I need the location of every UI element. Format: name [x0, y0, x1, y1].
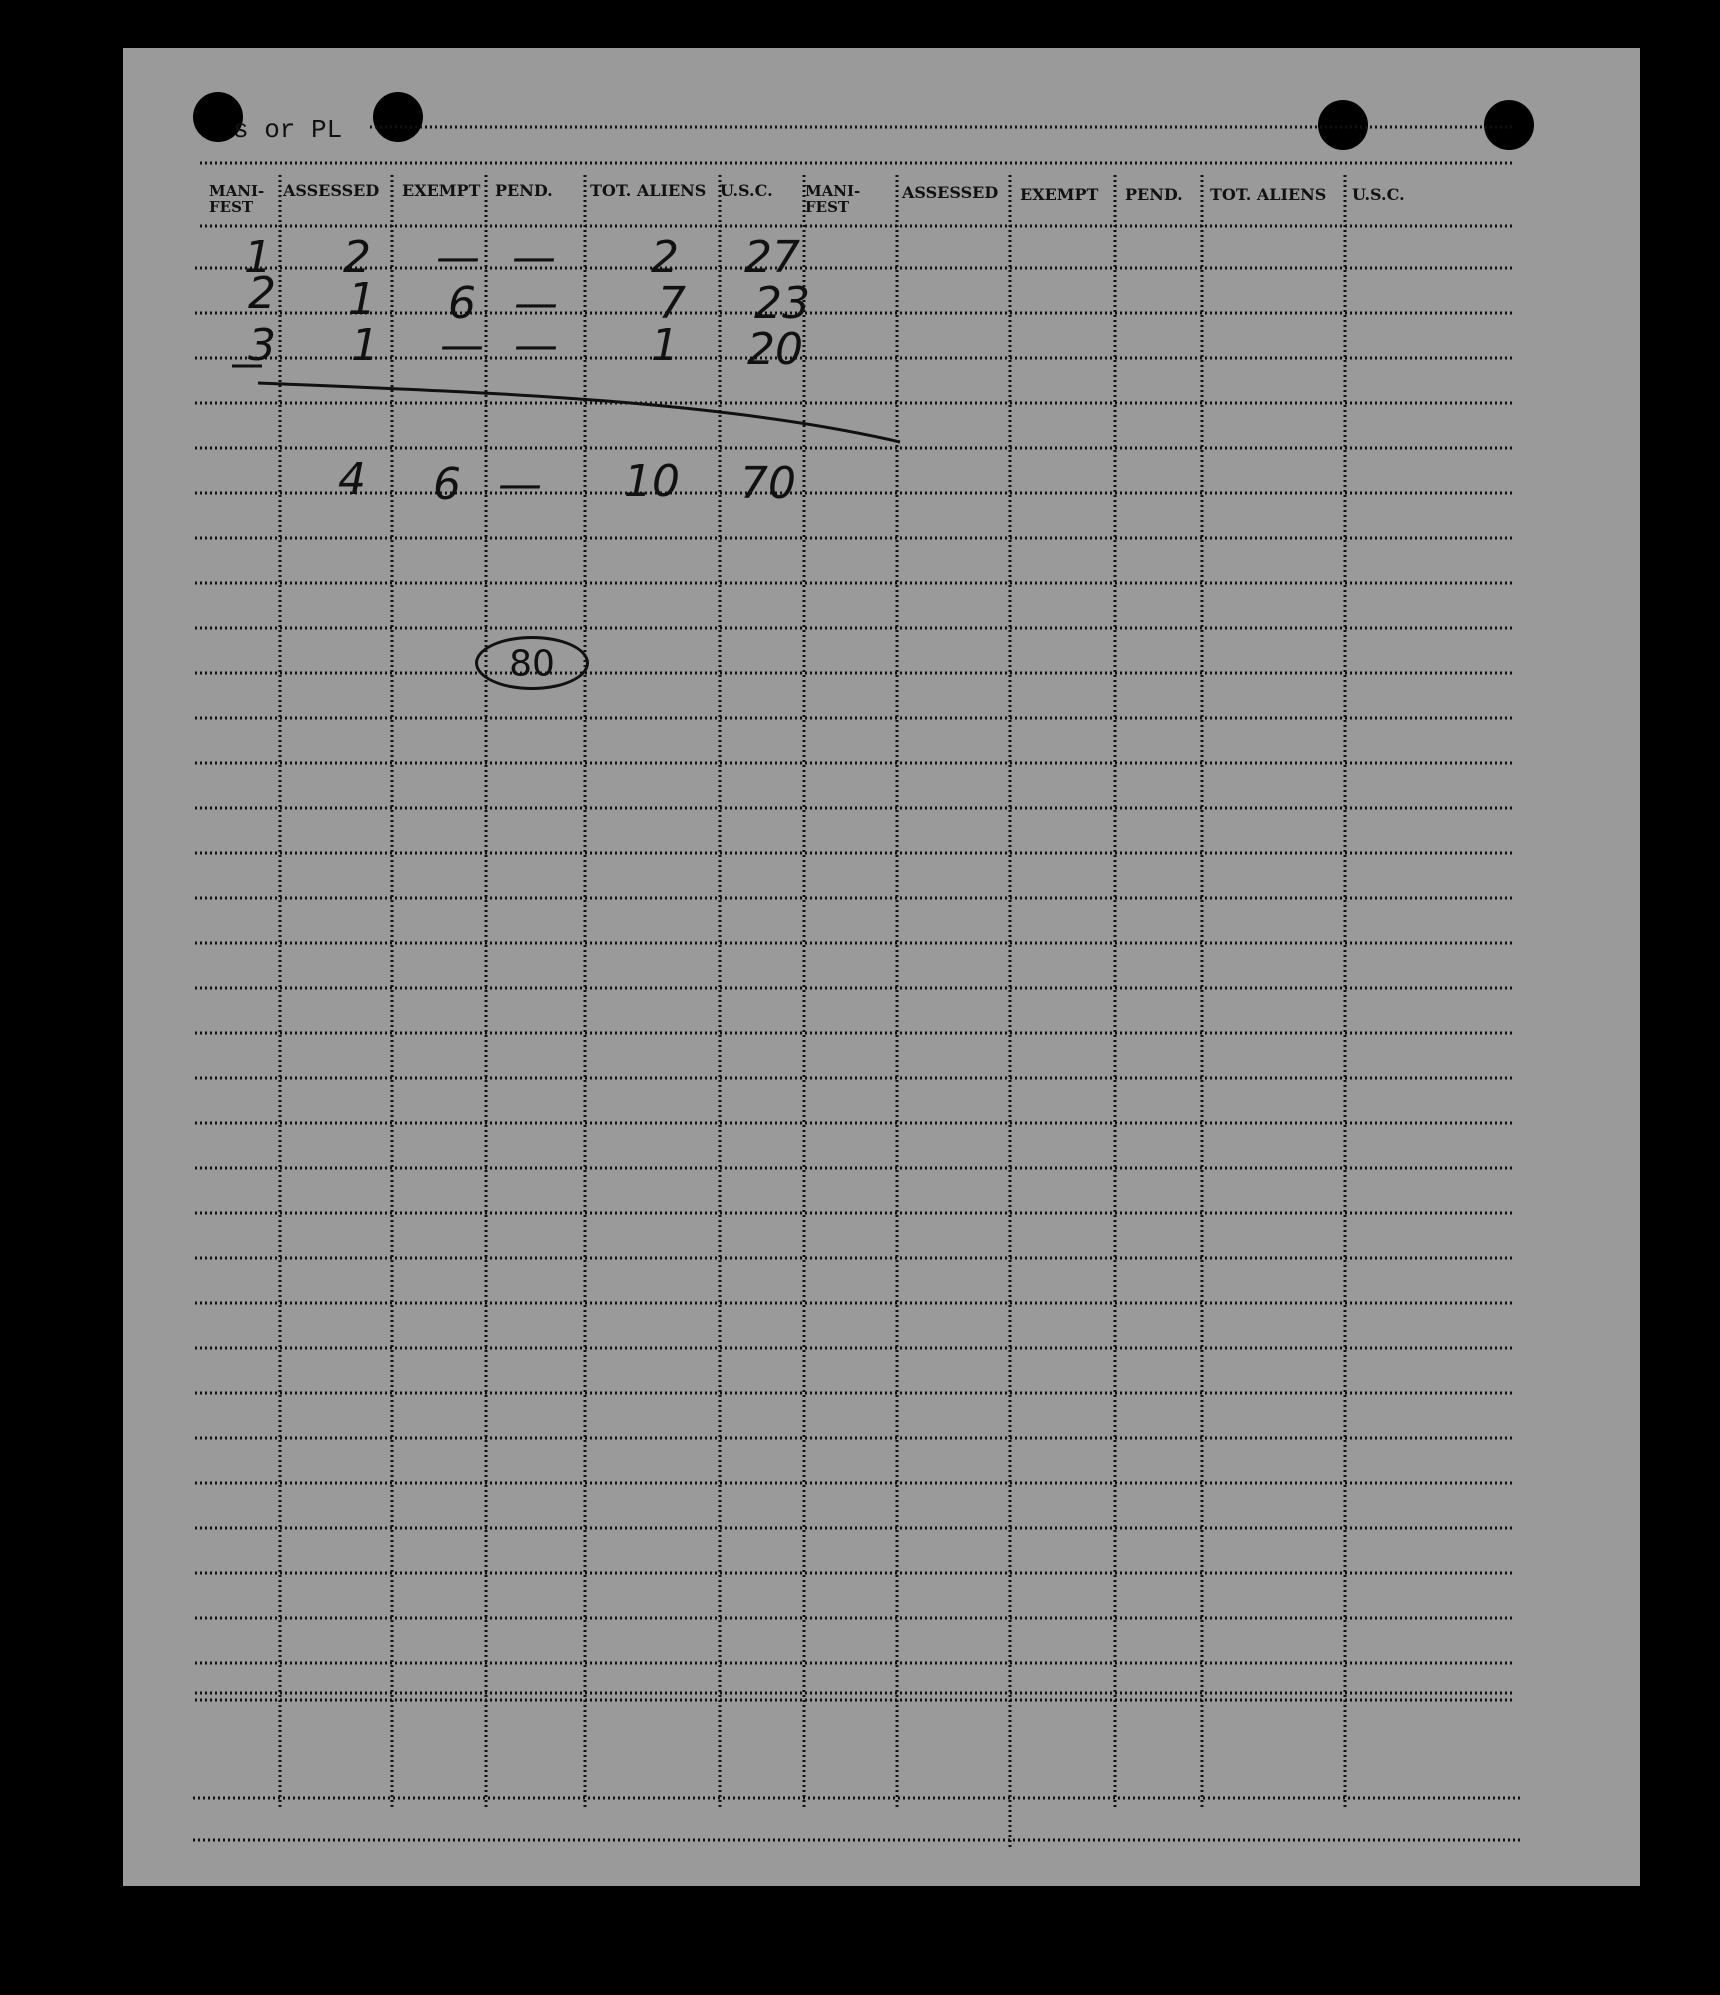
col-header-pend-2: PEND.: [1125, 185, 1183, 204]
entry-1-exempt: —: [436, 232, 480, 283]
total-usc: 70: [740, 458, 796, 509]
col-header-total-aliens-2: TOT. ALIENS: [1210, 185, 1327, 204]
col-header-pend: PEND.: [495, 181, 553, 200]
col-header-usc: U.S.C.: [720, 181, 773, 200]
entry-2-exempt: 6: [448, 278, 476, 329]
col-header-exempt-2: EXEMPT: [1020, 185, 1099, 204]
entry-3-manifest: 3: [248, 320, 276, 371]
entry-3-assessed: 1: [351, 320, 379, 371]
entry-3-pend: —: [514, 320, 558, 371]
total-exempt: 6: [433, 459, 461, 510]
col-header-manifest-2: MANI- FEST: [805, 182, 861, 216]
entry-2-manifest: 2: [248, 268, 276, 319]
entry-3-exempt: —: [440, 320, 484, 371]
col-header-usc-2: U.S.C.: [1352, 185, 1405, 204]
total-pend: —: [498, 459, 542, 510]
entry-2-pend: —: [514, 278, 558, 329]
entry-1-assessed: 2: [343, 232, 371, 283]
total-total-aliens: 10: [624, 456, 680, 507]
col-header-assessed: ASSESSED: [283, 181, 380, 200]
entry-1-usc: 27: [744, 232, 800, 283]
entry-1-pend: —: [512, 232, 556, 283]
entry-2-assessed: 1: [348, 274, 376, 325]
col-header-assessed-2: ASSESSED: [902, 183, 999, 202]
col-header-exempt: EXEMPT: [402, 181, 481, 200]
total-assessed: 4: [338, 454, 366, 505]
punch-hole: [1484, 100, 1534, 150]
grand-total: 80: [509, 643, 555, 685]
punch-hole: [373, 92, 423, 142]
entry-2-usc: 23: [754, 278, 810, 329]
col-header-total-aliens: TOT. ALIENS: [590, 181, 707, 200]
punch-hole: [1318, 100, 1368, 150]
entry-3-usc: 20: [747, 324, 803, 375]
entry-1-manifest: 1: [244, 232, 272, 283]
col-header-manifest: MANI- FEST: [209, 182, 265, 216]
entry-1-total-aliens: 2: [651, 232, 679, 283]
entry-2-total-aliens: 7: [658, 278, 686, 329]
form-title: s or PL: [233, 115, 343, 145]
entry-3-total-aliens: 1: [651, 320, 679, 371]
